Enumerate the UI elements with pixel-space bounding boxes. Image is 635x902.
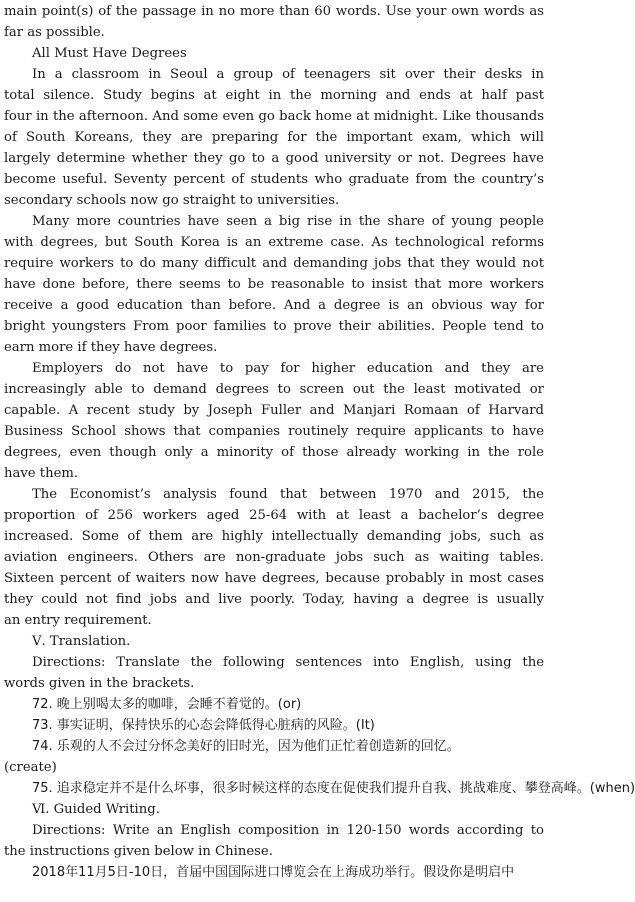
- document-page: [4, 1, 635, 883]
- text-line: four in the afternoon. And some even go back home at midnight. Like thousands: [4, 109, 544, 124]
- text-line: main point(s) of the passage in no more than 60 words. Use your own words as: [4, 4, 544, 19]
- text-line: become useful. Seventy percent of students who graduate from the country’s: [4, 172, 544, 187]
- text-line: 72. 晚上别喝太多的咖啡，会睡不着觉的。(or): [32, 697, 302, 712]
- text-line: require workers to do many difficult and demanding jobs that they would not: [4, 256, 544, 271]
- text-line: Sixteen percent of waiters now have degrees, because probably in most cases: [4, 571, 544, 586]
- text-line: words given in the brackets.: [4, 676, 195, 691]
- text-line: 2018年11月5日-10日，首届中国国际进口博览会在上海成功举行。假设你是明启中: [32, 865, 515, 880]
- text-line: increased. Some of them are highly intellectually demanding jobs, such as: [4, 529, 544, 544]
- text-line: The Economist’s analysis found that between 1970 and 2015, the: [32, 487, 544, 502]
- text-line: largely determine whether they go to a good university or not. Degrees have: [4, 151, 544, 166]
- text-line: have them.: [4, 466, 79, 481]
- text-line: Directions: Write an English composition in 120-150 words according to: [32, 823, 544, 838]
- text-line: Ⅴ. Translation.: [32, 634, 131, 649]
- text-line: (create): [4, 760, 57, 775]
- text-line: Directions: Translate the following sentences into English, using the: [32, 655, 544, 670]
- text-line: Ⅵ. Guided Writing.: [32, 802, 160, 817]
- text-line: All Must Have Degrees: [32, 46, 187, 61]
- text-line: aviation engineers. Others are non-graduate jobs such as waiting tables.: [4, 550, 544, 565]
- text-line: the instructions given below in Chinese.: [4, 844, 273, 859]
- text-line: bright youngsters From poor families to prove their abilities. People tend to: [4, 319, 544, 334]
- text-line: they could not find jobs and live poorly. Today, having a degree is usually: [4, 592, 544, 607]
- text-line: 75. 追求稳定并不是什么坏事，很多时候这样的态度在促使我们提升自我、挑战难度、攀登高峰。(when): [32, 781, 635, 796]
- text-line: 73. 事实证明，保持快乐的心态会降低得心脏病的风险。(It): [32, 718, 375, 733]
- text-line: of South Koreans, they are preparing for the important exam, which will: [4, 130, 544, 145]
- text-line: far as possible.: [4, 25, 105, 40]
- text-line: increasingly able to demand degrees to screen out the least motivated or: [4, 382, 544, 397]
- text-line: 74. 乐观的人不会过分怀念美好的旧时光，因为他们正忙着创造新的回忆。: [32, 739, 460, 754]
- text-line: Employers do not have to pay for higher education and they are: [32, 361, 544, 376]
- text-line: total silence. Study begins at eight in the morning and ends at half past: [4, 88, 544, 103]
- text-line: earn more if they have degrees.: [4, 340, 218, 355]
- text-line: with degrees, but South Korea is an extreme case. As technological reforms: [4, 235, 544, 250]
- text-line: an entry requirement.: [4, 613, 152, 628]
- text-line: Business School shows that companies routinely require applicants to have: [4, 424, 544, 439]
- text-line: secondary schools now go straight to universities.: [4, 193, 340, 208]
- text-line: have done before, there seems to be reasonable to insist that more workers: [4, 277, 544, 292]
- text-line: degrees, even though only a minority of those already working in the role: [4, 445, 544, 460]
- text-line: receive a good education than before. And a degree is an obvious way for: [4, 298, 544, 313]
- text-line: proportion of 256 workers aged 25-64 with at least a bachelor’s degree: [4, 508, 544, 523]
- text-line: In a classroom in Seoul a group of teenagers sit over their desks in: [32, 67, 544, 82]
- text-line: Many more countries have seen a big rise in the share of young people: [32, 214, 544, 229]
- text-line: capable. A recent study by Joseph Fuller and Manjari Romaan of Harvard: [4, 403, 544, 418]
